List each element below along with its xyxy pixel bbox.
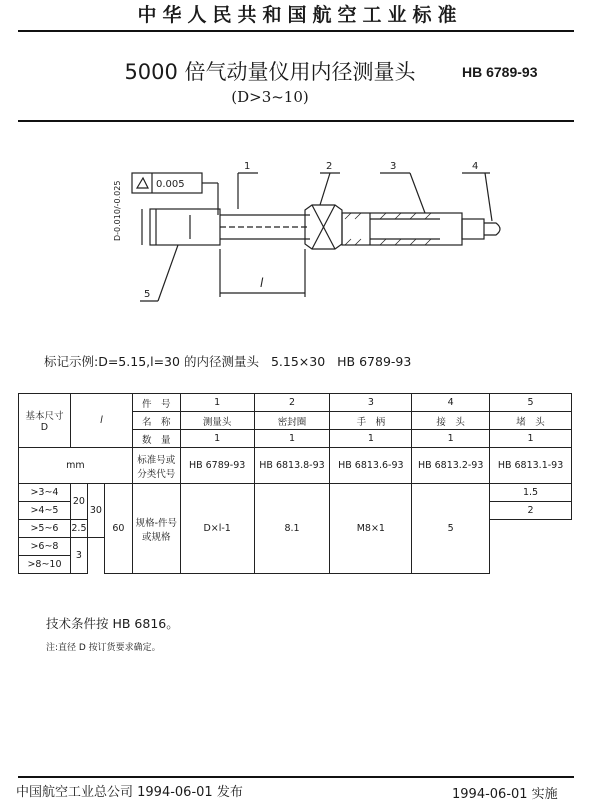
part-std-1: HB 6789-93: [180, 448, 254, 484]
size-row-1: >3~4: [19, 484, 71, 502]
standard-code: HB 6789-93: [462, 64, 538, 80]
header-rule-top: [18, 30, 574, 32]
part-no-5: 5: [490, 394, 572, 412]
qty-header: 数 量: [132, 430, 180, 448]
part-qty-2: 1: [254, 430, 330, 448]
callout-3: 3: [390, 161, 397, 172]
cylindricity-icon: [137, 178, 148, 188]
part-std-2: HB 6813.8-93: [254, 448, 330, 484]
spec-value-5c: 2.5: [70, 520, 87, 538]
marking-label: 标记示例:D=5.15,l=30 的内径测量头: [44, 354, 259, 369]
part-no-1: 1: [180, 394, 254, 412]
part-no-header: 件 号: [132, 394, 180, 412]
callout-1: 1: [244, 161, 251, 172]
l-value-20: 20: [70, 484, 87, 520]
unit-mm: mm: [19, 448, 133, 484]
part-qty-1: 1: [180, 430, 254, 448]
marking-code: HB 6789-93: [337, 354, 412, 369]
spec-header: 规格-件号或规格: [132, 484, 180, 574]
part-no-2: 2: [254, 394, 330, 412]
part-std-3: HB 6813.6-93: [330, 448, 412, 484]
spec-table: [18, 393, 572, 574]
diameter-dimension: D-0.010/-0.025: [113, 180, 122, 241]
spec-value-5a: 1.5: [490, 484, 572, 502]
l-value-60: 60: [104, 484, 132, 574]
base-size-header: 基本尺寸 D: [19, 394, 71, 448]
size-row-3: >5~6: [19, 520, 71, 538]
spec-value-5b: 2: [490, 502, 572, 520]
callout-5: 5: [144, 289, 151, 300]
part-name-4: 接 头: [412, 412, 490, 430]
size-row-4: >6~8: [19, 538, 71, 556]
part-name-1: 测量头: [180, 412, 254, 430]
note: 注:直径 D 按订货要求确定。: [46, 643, 161, 653]
part-name-3: 手 柄: [330, 412, 412, 430]
callout-4: 4: [472, 161, 479, 172]
footer-rule: [18, 776, 574, 778]
footer-effective: 1994-06-01 实施: [452, 787, 558, 802]
spec-value-5d: 3: [70, 538, 87, 574]
std-header: 标准号或分类代号: [132, 448, 180, 484]
part-no-4: 4: [412, 394, 490, 412]
part-name-5: 堵 头: [490, 412, 572, 430]
size-row-5: >8~10: [19, 556, 71, 574]
spec-value-2: 8.1: [254, 484, 330, 574]
marking-example: [44, 352, 419, 370]
tech-conditions: 技术条件按 HB 6816。: [46, 616, 179, 631]
part-qty-4: 1: [412, 430, 490, 448]
spec-value-1: D×l-1: [180, 484, 254, 574]
name-header: 名 称: [132, 412, 180, 430]
part-qty-5: 1: [490, 430, 572, 448]
page-subtitle: (D>3~10): [231, 88, 309, 106]
part-qty-3: 1: [330, 430, 412, 448]
l-header: l: [70, 394, 132, 448]
size-row-2: >4~5: [19, 502, 71, 520]
part-drawing: [80, 145, 520, 315]
title-rule: [18, 120, 574, 122]
spec-value-3: M8×1: [330, 484, 412, 574]
part-std-5: HB 6813.1-93: [490, 448, 572, 484]
marking-value: 5.15×30: [270, 354, 326, 369]
footer-issuer: 中国航空工业总公司 1994-06-01 发布: [16, 785, 243, 800]
part-name-2: 密封圈: [254, 412, 330, 430]
page-title: 5000 倍气动量仪用内径测量头: [124, 60, 416, 84]
part-no-3: 3: [330, 394, 412, 412]
part-std-4: HB 6813.2-93: [412, 448, 490, 484]
standard-name: 中华人民共和国航空工业标准: [137, 4, 463, 26]
callout-2: 2: [326, 161, 333, 172]
spec-value-4: 5: [412, 484, 490, 574]
l-value-30: 30: [87, 484, 104, 538]
length-label: l: [260, 276, 264, 290]
tolerance-value: 0.005: [156, 179, 185, 190]
